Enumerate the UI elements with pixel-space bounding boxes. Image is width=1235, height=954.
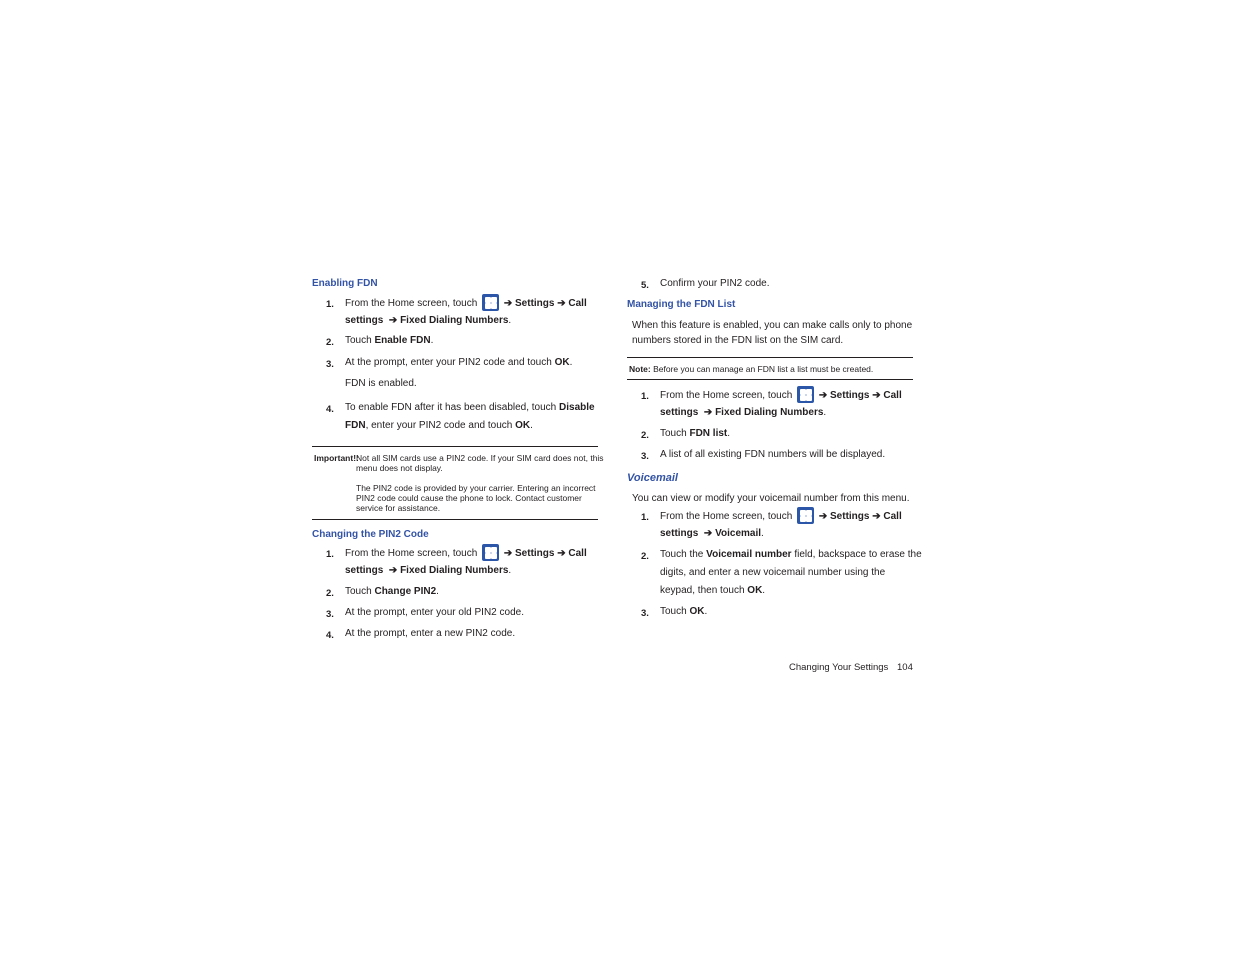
note-top-rule	[627, 357, 913, 358]
voicemail-step-3	[660, 603, 707, 620]
step-number: 4.	[326, 404, 334, 415]
punct: .	[508, 315, 512, 326]
voicemail-para: You can view or modify your voicemail number from this menu.	[632, 493, 910, 504]
step-text: At the prompt, enter your PIN2 code and touch	[345, 357, 555, 368]
step-bold: Voicemail number	[706, 549, 792, 560]
step-menu-path: settings	[660, 407, 699, 418]
important-p1-line-1: Not all SIM cards use a PIN2 code. If your SIM card does not, this	[356, 453, 604, 463]
step-bold: FDN	[345, 420, 366, 431]
step-menu-path: ➔ Settings ➔ Call	[818, 511, 902, 522]
voicemail-step-2-line-3	[660, 582, 765, 599]
step-number: 3.	[641, 608, 649, 619]
step-menu-path: ➔ Fixed Dialing Numbers	[388, 565, 509, 576]
punct: .	[704, 606, 708, 617]
pin2-step-1-line-1	[345, 544, 587, 562]
step-text: Touch the	[660, 549, 707, 560]
important-p2-line-2: PIN2 code could cause the phone to lock. Contact customer	[356, 493, 582, 503]
step-text: Touch	[345, 335, 375, 346]
step-menu-path: settings	[345, 565, 384, 576]
apps-grid-icon	[482, 544, 499, 561]
enabling-step-3	[345, 354, 572, 371]
step-number: 3.	[641, 451, 649, 462]
apps-grid-icon	[797, 386, 814, 403]
changing-pin2-heading: Changing the PIN2 Code	[312, 529, 429, 540]
step-number: 1.	[326, 549, 334, 560]
pin2-step-3: At the prompt, enter your old PIN2 code.	[345, 607, 524, 618]
punct: .	[508, 565, 512, 576]
step-number: 2.	[326, 588, 334, 599]
punct: .	[436, 586, 439, 597]
step-text: keypad, then touch	[660, 585, 748, 596]
step-number: 1.	[641, 512, 649, 523]
manage-step-1-line-2	[660, 404, 826, 421]
note-bottom-rule	[627, 379, 913, 380]
step-menu-path: ➔ Voicemail	[703, 528, 762, 539]
step-number: 4.	[326, 630, 334, 641]
manage-step-2	[660, 425, 730, 442]
apps-grid-icon	[482, 294, 499, 311]
punct: .	[761, 528, 764, 539]
enabling-result: FDN is enabled.	[345, 378, 417, 389]
voicemail-step-1-line-1	[660, 507, 902, 525]
voicemail-step-1-line-2	[660, 525, 764, 542]
step-text: From the Home screen, touch	[345, 548, 478, 559]
note-text: Before you can manage an FDN list a list must be created.	[653, 364, 874, 374]
important-p2-line-3: service for assistance.	[356, 503, 441, 513]
step-menu-path: ➔ Settings ➔ Call	[503, 298, 587, 309]
step-text: Touch	[345, 586, 375, 597]
enabling-step-2	[345, 332, 433, 349]
important-label: Important!:	[314, 453, 359, 463]
footer-section-title: Changing Your Settings	[789, 662, 889, 673]
manage-step-3: A list of all existing FDN numbers will be displayed.	[660, 449, 886, 460]
enabling-step-4-line-2	[345, 417, 533, 434]
punct: .	[762, 585, 766, 596]
important-bottom-rule	[312, 519, 598, 520]
note	[629, 364, 873, 374]
step-text: , enter your PIN2 code and touch	[365, 420, 516, 431]
step-number: 5.	[641, 280, 649, 291]
pin2-step-1-line-2	[345, 562, 511, 579]
voicemail-step-2-line-1	[660, 546, 922, 563]
step-text: field, backspace to erase the	[791, 549, 922, 560]
managing-fdn-heading: Managing the FDN List	[627, 299, 736, 310]
voicemail-step-2-line-2: digits, and enter a new voicemail number using the	[660, 567, 886, 578]
step-bold: OK	[689, 606, 705, 617]
step-number: 1.	[641, 391, 649, 402]
step-number: 2.	[641, 551, 649, 562]
step-text: From the Home screen, touch	[660, 511, 793, 522]
enabling-fdn-heading: Enabling FDN	[312, 278, 378, 289]
step-number: 2.	[641, 430, 649, 441]
important-p1-line-2: menu does not display.	[356, 463, 443, 473]
enabling-step-1-line-2	[345, 312, 511, 329]
pin2-step-2	[345, 583, 439, 600]
important-top-rule	[312, 446, 598, 447]
step-text: From the Home screen, touch	[660, 390, 793, 401]
step-text: Touch	[660, 428, 690, 439]
punct: .	[530, 420, 533, 431]
voicemail-heading: Voicemail	[627, 472, 678, 484]
step-menu-path: ➔ Settings ➔ Call	[818, 390, 902, 401]
enabling-step-1-line-1	[345, 294, 587, 312]
enabling-step-4-line-1	[345, 399, 595, 416]
step-menu-path: settings	[660, 528, 699, 539]
pin2-step-4: At the prompt, enter a new PIN2 code.	[345, 628, 516, 639]
step-bold: Disable	[559, 402, 595, 413]
step-menu-path: ➔ Fixed Dialing Numbers	[703, 407, 824, 418]
step-bold: OK	[515, 420, 531, 431]
manage-para-line-1: When this feature is enabled, you can make calls only to phone	[632, 320, 913, 331]
apps-grid-icon	[797, 507, 814, 524]
step-bold: Enable FDN	[374, 335, 431, 346]
step-menu-path: settings	[345, 315, 384, 326]
step-text: Touch	[660, 606, 690, 617]
step-number: 3.	[326, 609, 334, 620]
step-number: 2.	[326, 337, 334, 348]
pin2-step-5: Confirm your PIN2 code.	[660, 278, 770, 289]
manage-para-line-2: numbers stored in the FDN list on the SIM card.	[632, 335, 844, 346]
step-bold: FDN list	[689, 428, 728, 439]
punct: .	[430, 335, 434, 346]
step-number: 3.	[326, 359, 334, 370]
step-bold: OK	[747, 585, 763, 596]
step-text: To enable FDN after it has been disabled, touch	[345, 402, 560, 413]
important-p2-line-1: The PIN2 code is provided by your carrier. Entering an incorrect	[356, 483, 596, 493]
step-text: From the Home screen, touch	[345, 298, 478, 309]
punct: .	[727, 428, 731, 439]
step-bold: Change PIN2	[374, 586, 437, 597]
step-bold: OK	[554, 357, 570, 368]
note-label: Note:	[629, 364, 651, 374]
punct: .	[569, 357, 573, 368]
step-number: 1.	[326, 299, 334, 310]
page-number: 104	[897, 662, 913, 673]
step-menu-path: ➔ Fixed Dialing Numbers	[388, 315, 509, 326]
step-menu-path: ➔ Settings ➔ Call	[503, 548, 587, 559]
manage-step-1-line-1	[660, 386, 902, 404]
punct: .	[823, 407, 827, 418]
